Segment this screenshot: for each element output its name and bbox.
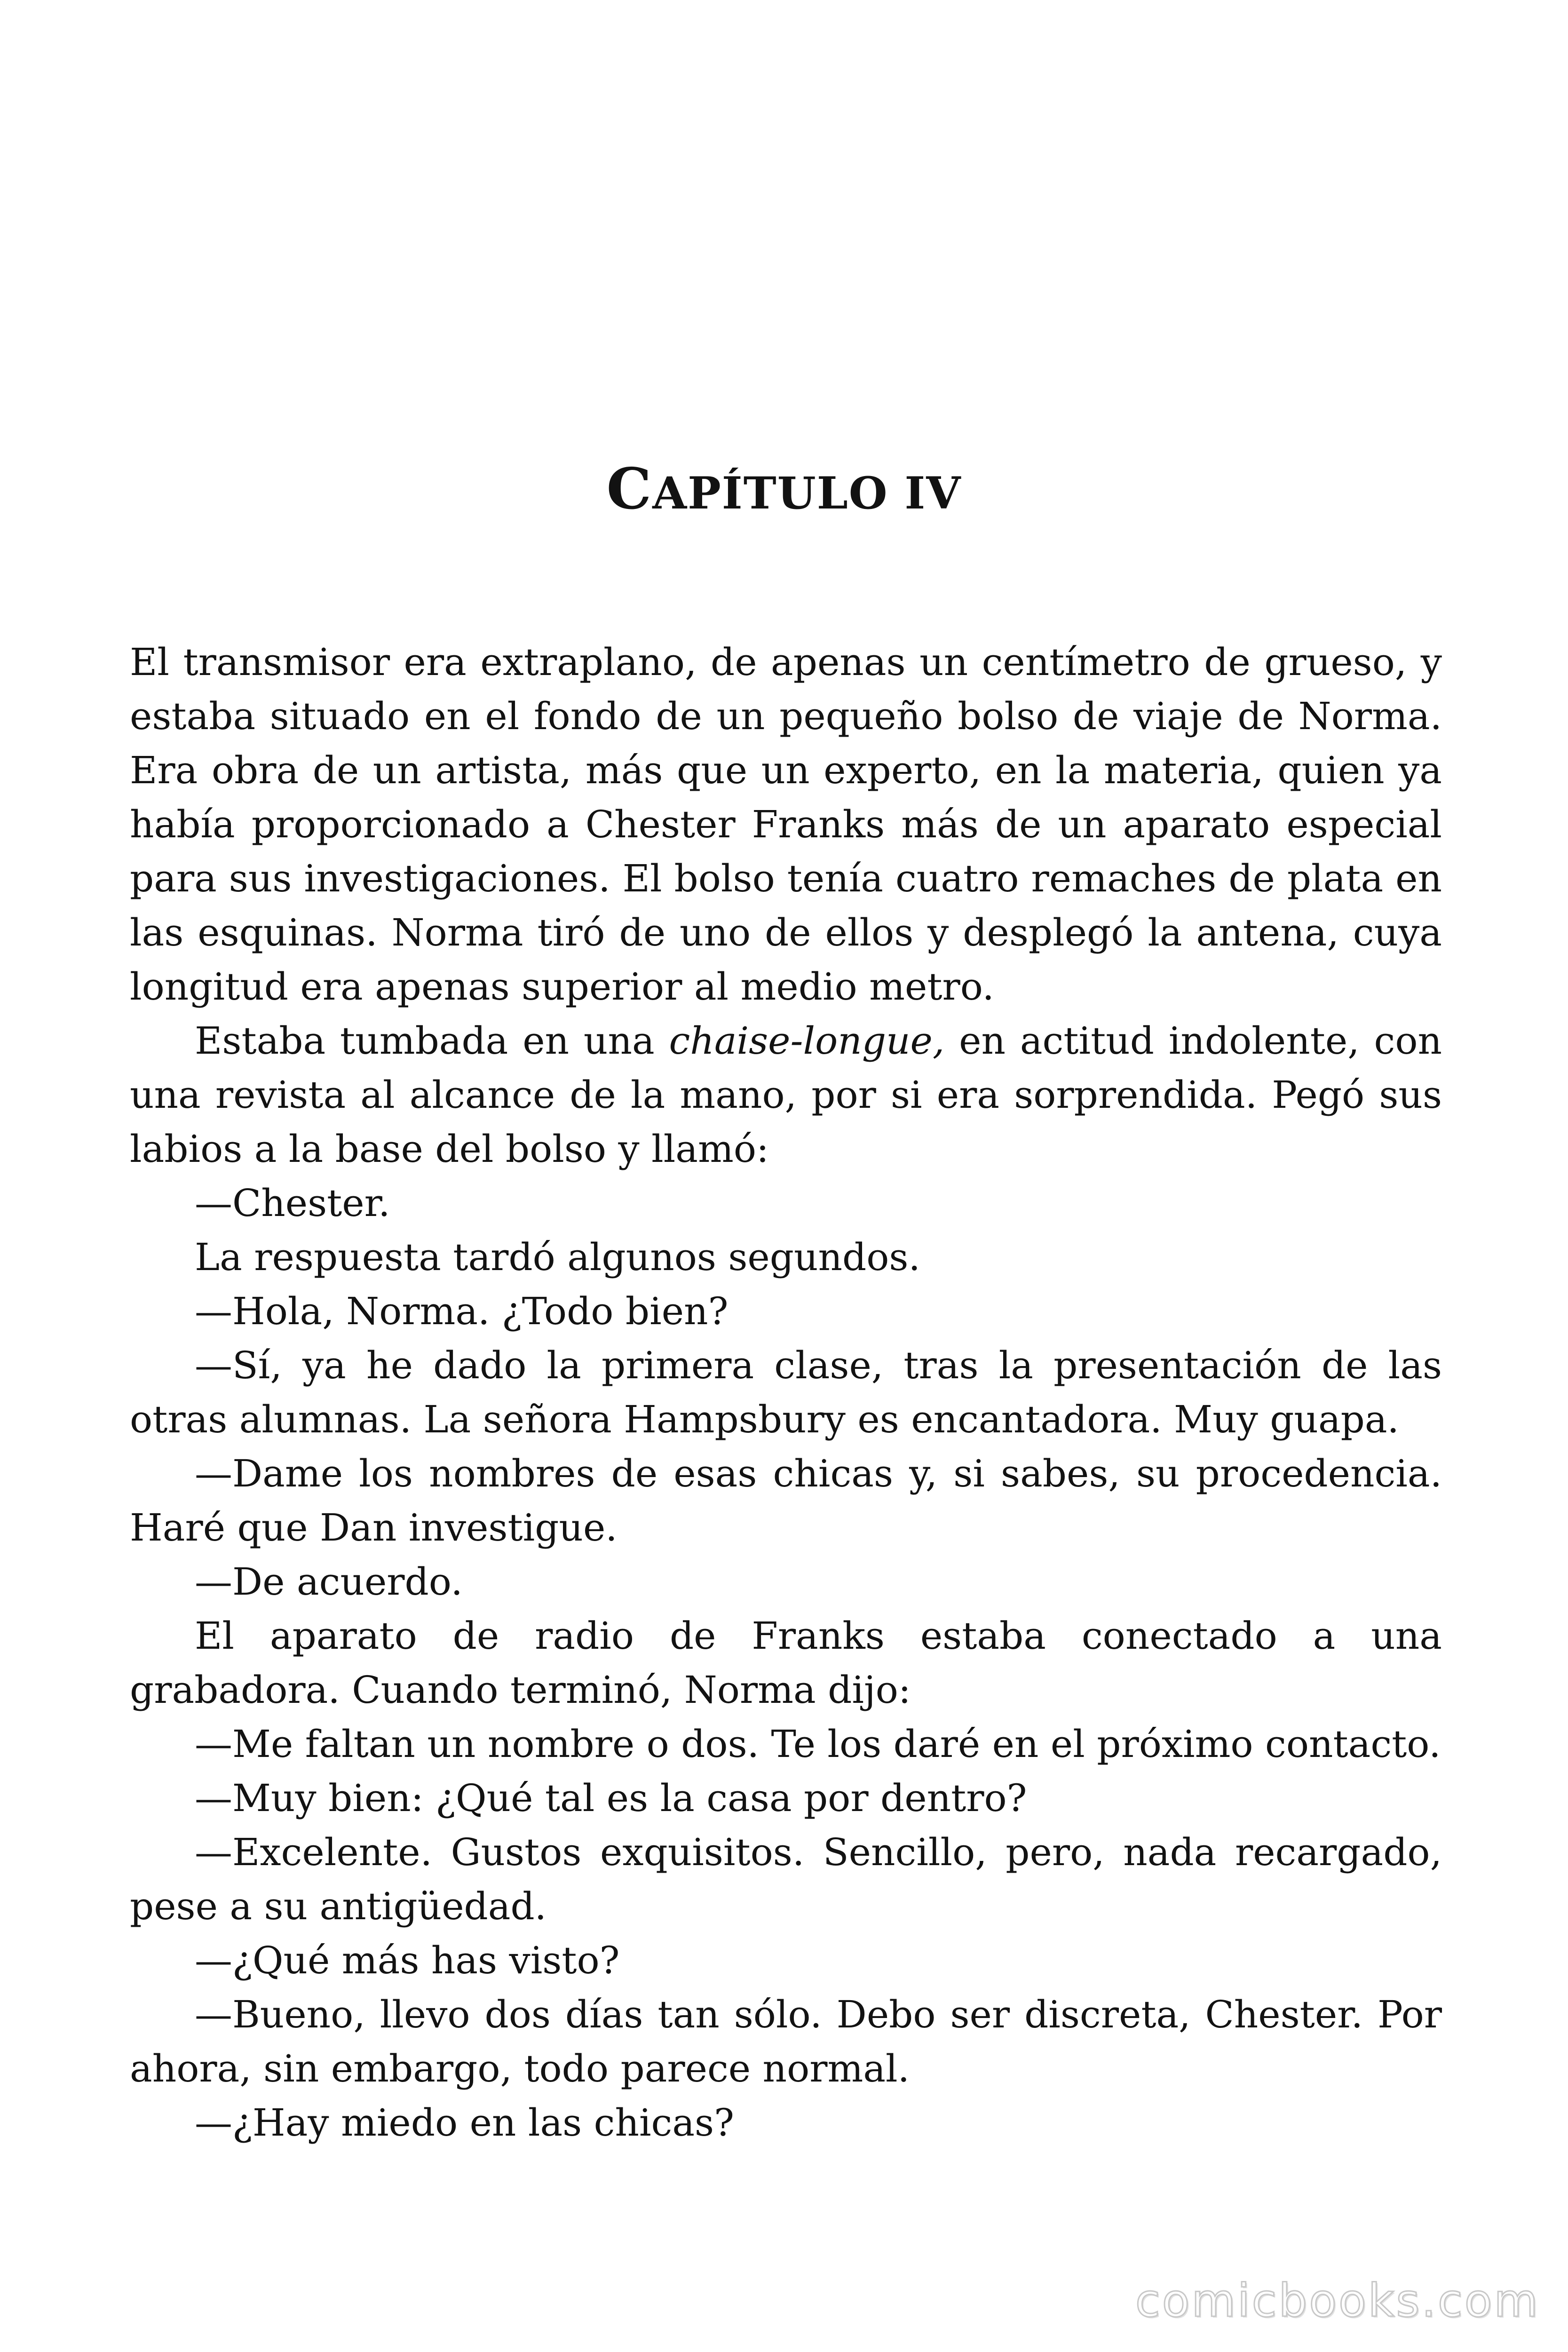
dialogue-line: —¿Qué más has visto? bbox=[195, 1939, 620, 1982]
italic-term: chaise-longue, bbox=[669, 1019, 945, 1063]
watermark: comicbooks.com bbox=[1135, 2274, 1540, 2327]
chapter-title bbox=[0, 452, 1568, 531]
dialogue-line: —De acuerdo. bbox=[195, 1560, 463, 1604]
paragraph: La respuesta tardó algunos segundos. bbox=[195, 1235, 920, 1279]
dialogue-line: —Hola, Norma. ¿Todo bien? bbox=[195, 1289, 729, 1333]
dialogue-line: —Excelente. Gustos exquisitos. Sencillo, pero, nada recargado, pese a su antigüedad. bbox=[130, 1830, 1442, 1928]
paragraph: El aparato de radio de Franks estaba conectado a una grabadora. Cuando terminó, Norma dijo: bbox=[130, 1614, 1442, 1712]
paragraph: El transmisor era extraplano, de apenas un centímetro de grueso, y estaba situado en el fondo de un pequeño bolso de viaje de Norma. Era obra de un artista, más que un experto, en la materia, quien ya había proporcionado a Chester Franks más de un aparato especial para sus investigaciones. El bolso tenía cuatro remaches de plata en las esquinas. Norma tiró de uno de ellos y desplegó la antena, cuya longitud era apenas superior al medio metro. bbox=[130, 640, 1442, 1009]
dialogue-line: —Dame los nombres de esas chicas y, si sabes, su procedencia. Haré que Dan investigue. bbox=[130, 1452, 1442, 1549]
dialogue-line: —¿Hay miedo en las chicas? bbox=[195, 2101, 734, 2145]
dialogue-line: —Chester. bbox=[195, 1181, 390, 1225]
dialogue-line: —Bueno, llevo dos días tan sólo. Debo ser discreta, Chester. Por ahora, sin embargo, todo parece normal. bbox=[130, 1993, 1442, 2090]
chapter-body bbox=[130, 635, 1442, 2150]
chapter-title-initial: C bbox=[606, 456, 653, 522]
dialogue-line: —Muy bien: ¿Qué tal es la casa por dentro? bbox=[195, 1776, 1027, 1820]
dialogue-line: —Sí, ya he dado la primera clase, tras la presentación de las otras alumnas. La señora Hampsbury es encantadora. Muy guapa. bbox=[130, 1343, 1442, 1441]
dialogue-line: —Me faltan un nombre o dos. Te los daré en el próximo contacto. bbox=[195, 1722, 1441, 1766]
paragraph bbox=[130, 1014, 1442, 1176]
paragraph-text: Estaba tumbada en una bbox=[195, 1019, 669, 1063]
chapter-title-rest: APÍTULO IV bbox=[652, 468, 962, 519]
paragraph-text: en actitud indolente, con una revista al alcance de la mano, por si era sorprendida. Pegó sus labios a la base del bolso y llamó: bbox=[130, 1019, 1442, 1171]
